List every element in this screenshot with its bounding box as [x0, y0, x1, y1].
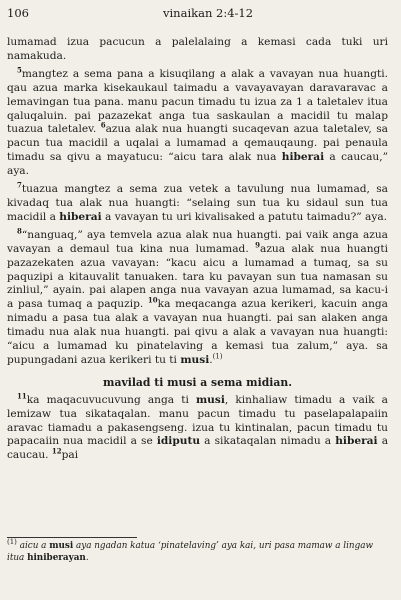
- footnote-rule: [7, 537, 137, 538]
- text-run: tuazua mangtez a sema zua vetek a tavulung nua lumamad, sa kivadaq tua alak nua huangti: “selaing sun tua ku sidaul sun tua macidil a: [7, 183, 388, 223]
- paragraph: [7, 391, 389, 464]
- paragraph: [7, 36, 388, 64]
- paragraph-group-1: [7, 36, 388, 368]
- bold-term: musi: [180, 353, 210, 366]
- text-run: “nanguaq,” aya temvela azua alak nua huangti. pai vaik anga azua vavayan a demaul tua kina nua lumamad.: [7, 228, 388, 255]
- bold-term: musi: [195, 393, 225, 406]
- text-run: a caucau.: [7, 435, 389, 462]
- body-text: [7, 36, 388, 463]
- text-run: ka meqacanga azua kerikeri, kacuin anga nimadu a pasa tua alak a vavayan nua huangti. pai san alaken anga timadu nua alak nua huangti. pai qivu a alak a vavayan nua huangti: “aicu a lumamad ku pinatelaving a kemasi tua zalum,” aya. sa pupungadani azua kerikeri tu ti: [7, 298, 388, 366]
- page-header: [7, 6, 389, 20]
- paragraph: [7, 180, 388, 225]
- footnote: [7, 538, 388, 564]
- verse-number: 7: [17, 180, 22, 190]
- verse-number: 6: [100, 120, 106, 130]
- text-run: , kinhaliaw timadu a vaik a lemizaw tua sikataqalan. manu pacun timadu tu paselapalapaiin aravac tiamadu a pakasengseng. izua tu kintinalan, pacun timadu tu papacaiin nua macidil a se: [7, 393, 388, 448]
- verse-number: 11: [17, 391, 27, 401]
- text-run: a sikataqalan nimadu a: [200, 435, 336, 448]
- text-run: a vavayan tu uri kivalisaked a patutu taimadu?” aya.: [101, 210, 388, 223]
- text-run: azua alak nua huangti sucaqevan azua taletalev, sa pacun tua macidil a uqalai a lumamad a qemauqaung. pai penaula timadu sa qivu a mayatucu: “aicu tara alak nua: [7, 123, 388, 164]
- text-run: ka maqacuvucuvung anga ti: [26, 393, 196, 406]
- verse-number: 10: [147, 295, 158, 305]
- page-number: 106: [7, 6, 29, 20]
- footnote-mark: (1): [7, 538, 17, 547]
- text-run: lumamad izua pacucun a palelalaing a kemasi cada tuki uri namakuda.: [7, 36, 388, 62]
- verse-number: 8: [17, 226, 22, 236]
- bold-term: hiberai: [335, 435, 378, 448]
- bold-term: hiberai: [281, 151, 325, 164]
- verse-number: 12: [51, 446, 62, 456]
- text-run: aya ngadan katua ‘pinatelaving’ aya kai, uri pasa mamaw a lingaw itua: [7, 541, 373, 563]
- bold-term: musi: [49, 541, 74, 551]
- verse-number: 9: [255, 240, 261, 250]
- text-run: .: [85, 552, 89, 563]
- bold-term: hiniberayan: [27, 552, 86, 563]
- verse-number: 5: [17, 65, 22, 75]
- text-run: pai: [61, 449, 79, 462]
- footnote-reference: (1): [212, 352, 223, 361]
- running-title: vinaikan 2:4-12: [163, 6, 254, 20]
- bold-term: hiberai: [59, 210, 102, 223]
- paragraph: [7, 226, 388, 368]
- text-run: mangtez a sema pana a kisuqilang a alak a vavayan nua huangti. qau azua marka kisekaukaul taimadu a vavayavayan daravaravac a lemavingan tua pana. manu pacun timadu tu izua za 1 a taletalev itua qaluqaluin. pai pazazekat anga tua saskaulan a macidil tu malap tuazua taletalev.: [7, 67, 388, 136]
- bold-term: idiputu: [156, 435, 201, 448]
- text-run: .: [209, 353, 213, 366]
- paragraph: [7, 65, 388, 179]
- text-run: a caucau,” aya.: [7, 151, 388, 178]
- text-run: aicu a: [19, 541, 50, 551]
- text-run: azua alak nua huangti pazazekaten azua vavayan: “kacu aicu a lumamad a tumaq, sa su paquzipi a kitauvalit tanuaken. tara ku pavayan sun tua namasan su zinliul,” ayain. pai alapen anga nua vavayan azua lumamad, sa kacu-i a pasa tumaq a paquzip.: [7, 242, 388, 311]
- section-heading: mavilad ti musi a sema midian.: [103, 375, 292, 389]
- paragraph-group-2: [7, 391, 389, 464]
